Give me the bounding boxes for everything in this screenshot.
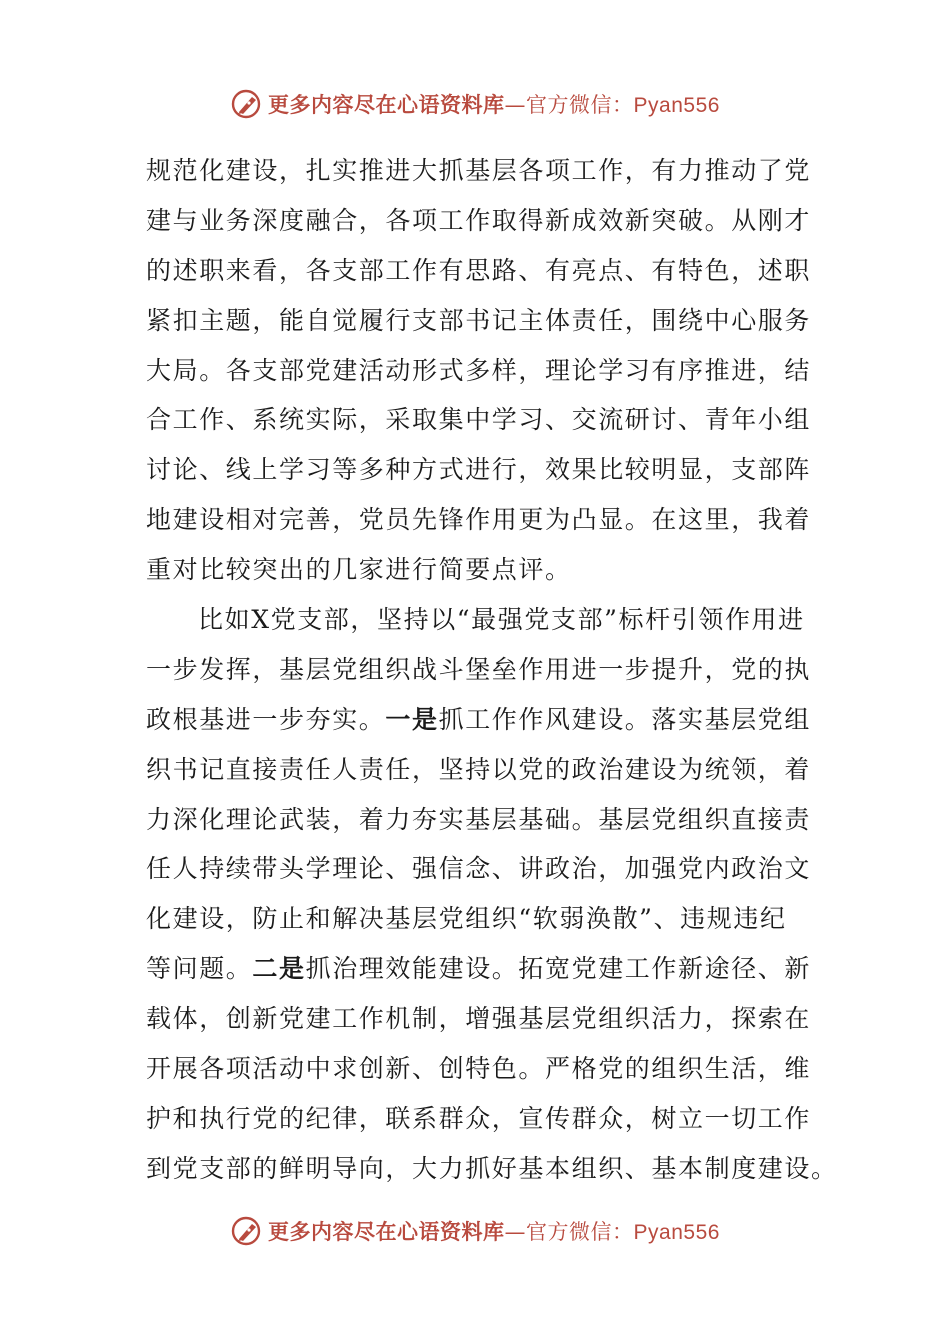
text-line: 合工作、系统实际，采取集中学习、交流研讨、青年小组 (146, 405, 812, 435)
banner-dash: — (504, 1220, 527, 1244)
header-banner-text (268, 89, 720, 119)
text-line: 一步发挥，基层党组织战斗堡垒作用进一步提升，党的执 (146, 654, 812, 684)
text-line: 大局。各支部党建活动形式多样，理论学习有序推进，结 (146, 355, 812, 385)
text-run: 抓工作作风建设。落实基层党组 (438, 704, 812, 734)
text-line: 规范化建设，扎实推进大抓基层各项工作，有力推动了党 (146, 156, 812, 185)
text-line: 织书记直接责任人责任，坚持以党的政治建设为统领，着 (146, 754, 812, 784)
text-line (146, 944, 812, 994)
banner-lead: 更多内容尽在心语资料库 (268, 92, 505, 117)
header-watermark-banner (0, 84, 950, 124)
text-line: 任人持续带头学理论、强信念、讲政治，加强党内政治文 (146, 854, 812, 884)
text-line: 载体，创新党建工作机制，增强基层党组织活力，探索在 (146, 1004, 812, 1034)
document-body (146, 146, 838, 1194)
text-line: 比如X党支部，坚持以“最强党支部”标杆引领作用进 (198, 605, 805, 635)
footer-watermark-banner (0, 1211, 950, 1251)
banner-wechat-label: 官方微信： (526, 1220, 634, 1244)
bold-ordinal: 二是 (252, 954, 306, 984)
pen-nib-logo-icon (230, 87, 264, 121)
text-run: 抓治理效能建设。拓宽党建工作新途径、新 (305, 954, 812, 984)
banner-wechat-label: 官方微信： (526, 93, 634, 117)
text-line: 护和执行党的纪律，联系群众，宣传群众，树立一切工作 (146, 1103, 812, 1133)
banner-dash: — (504, 93, 527, 117)
text-line: 紧扣主题，能自觉履行支部书记主体责任，围绕中心服务 (146, 305, 812, 335)
text-line: 讨论、线上学习等多种方式进行，效果比较明显，支部阵 (146, 455, 812, 485)
text-run: 等问题。 (146, 954, 253, 984)
text-run: 政根基进一步夯实。 (146, 704, 386, 734)
text-line: 到党支部的鲜明导向，大力抓好基本组织、基本制度建设。 (146, 1153, 838, 1183)
text-line: 地建设相对完善，党员先锋作用更为凸显。在这里，我着 (146, 505, 812, 535)
footer-banner-text (268, 1216, 720, 1246)
banner-wechat-handle: Pyan556 (633, 94, 720, 117)
text-line: 重对比较突出的几家进行简要点评。 (146, 555, 572, 585)
text-line: 开展各项活动中求创新、创特色。严格党的组织生活，维 (146, 1054, 812, 1084)
banner-lead: 更多内容尽在心语资料库 (268, 1219, 505, 1244)
text-line: 力深化理论武装，着力夯实基层基础。基层党组织直接责 (146, 804, 812, 834)
bold-ordinal: 一是 (385, 704, 439, 734)
text-line (146, 695, 812, 745)
pen-nib-logo-icon (230, 1214, 264, 1248)
text-line: 化建设，防止和解决基层党组织“软弱涣散”、违规违纪 (146, 904, 787, 934)
banner-wechat-handle: Pyan556 (633, 1221, 720, 1244)
text-line: 建与业务深度融合，各项工作取得新成效新突破。从刚才 (146, 205, 812, 235)
text-line: 的述职来看，各支部工作有思路、有亮点、有特色，述职 (146, 255, 812, 285)
